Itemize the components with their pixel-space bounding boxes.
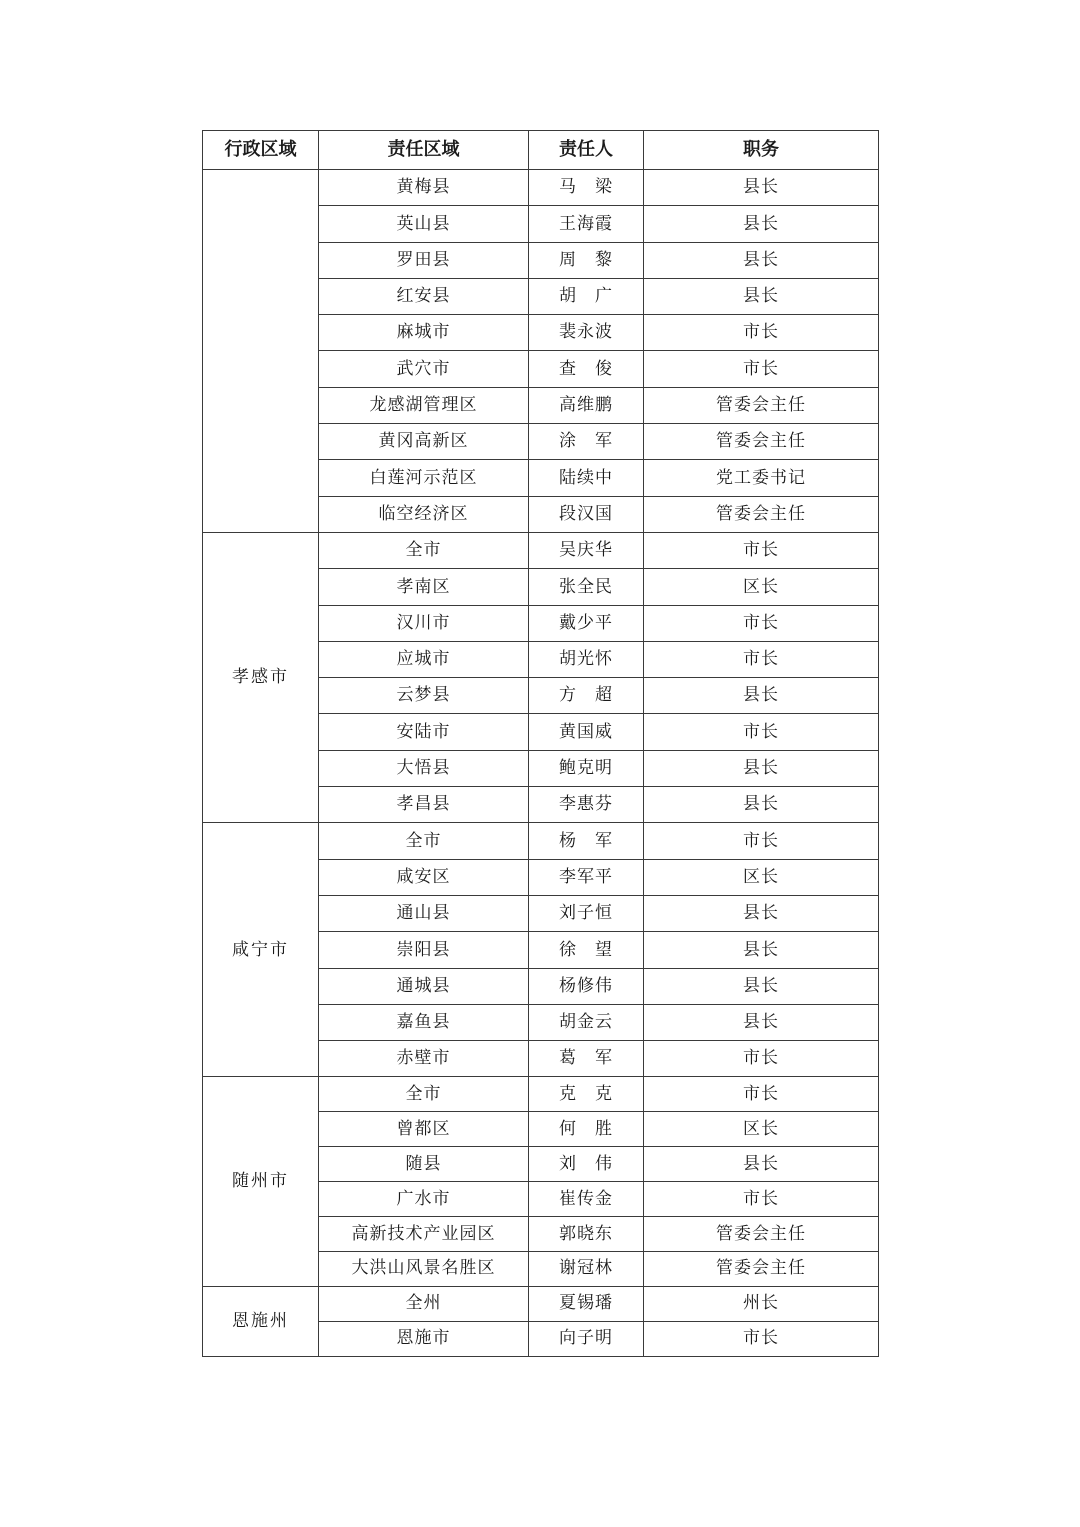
title-cell: 市长: [644, 532, 879, 568]
person-cell: 查 俊: [529, 351, 644, 387]
title-cell: 县长: [644, 932, 879, 968]
title-cell: 管委会主任: [644, 496, 879, 532]
area-cell: 全市: [319, 1077, 529, 1112]
person-cell: 方 超: [529, 678, 644, 714]
responsibility-table: [202, 130, 879, 1357]
title-cell: 市长: [644, 315, 879, 351]
person-cell: 郭晓东: [529, 1216, 644, 1251]
person-cell: 克 克: [529, 1077, 644, 1112]
region-cell: [203, 170, 319, 533]
area-cell: 英山县: [319, 206, 529, 242]
region-cell: 恩施州: [203, 1286, 319, 1356]
title-cell: 县长: [644, 750, 879, 786]
area-cell: 高新技术产业园区: [319, 1216, 529, 1251]
person-cell: 胡金云: [529, 1004, 644, 1040]
title-cell: 市长: [644, 1182, 879, 1217]
area-cell: 应城市: [319, 641, 529, 677]
table-row: [203, 1286, 879, 1321]
title-cell: 县长: [644, 1004, 879, 1040]
title-cell: 区长: [644, 1112, 879, 1147]
area-cell: 黄冈高新区: [319, 424, 529, 460]
person-cell: 裴永波: [529, 315, 644, 351]
area-cell: 黄梅县: [319, 170, 529, 206]
title-cell: 区长: [644, 569, 879, 605]
person-cell: 吴庆华: [529, 532, 644, 568]
title-cell: 管委会主任: [644, 424, 879, 460]
person-cell: 向子明: [529, 1321, 644, 1356]
table-body: [203, 170, 879, 1357]
area-cell: 红安县: [319, 278, 529, 314]
title-cell: 县长: [644, 242, 879, 278]
person-cell: 段汉国: [529, 496, 644, 532]
person-cell: 高维鹏: [529, 387, 644, 423]
person-cell: 陆续中: [529, 460, 644, 496]
title-cell: 市长: [644, 1041, 879, 1077]
area-cell: 广水市: [319, 1182, 529, 1217]
area-cell: 大悟县: [319, 750, 529, 786]
area-cell: 麻城市: [319, 315, 529, 351]
person-cell: 戴少平: [529, 605, 644, 641]
title-cell: 市长: [644, 641, 879, 677]
title-cell: 县长: [644, 895, 879, 931]
person-cell: 马 梁: [529, 170, 644, 206]
area-cell: 全州: [319, 1286, 529, 1321]
title-cell: 县长: [644, 968, 879, 1004]
title-cell: 县长: [644, 1147, 879, 1182]
person-cell: 李军平: [529, 859, 644, 895]
area-cell: 龙感湖管理区: [319, 387, 529, 423]
person-cell: 张全民: [529, 569, 644, 605]
title-cell: 管委会主任: [644, 1251, 879, 1286]
area-cell: 咸安区: [319, 859, 529, 895]
title-cell: 市长: [644, 1321, 879, 1356]
header-row: [203, 131, 879, 170]
area-cell: 通山县: [319, 895, 529, 931]
person-cell: 刘 伟: [529, 1147, 644, 1182]
person-cell: 夏锡璠: [529, 1286, 644, 1321]
person-cell: 黄国威: [529, 714, 644, 750]
region-cell: 孝感市: [203, 532, 319, 822]
area-cell: 大洪山风景名胜区: [319, 1251, 529, 1286]
title-cell: 县长: [644, 678, 879, 714]
area-cell: 汉川市: [319, 605, 529, 641]
person-cell: 杨 军: [529, 823, 644, 859]
area-cell: 通城县: [319, 968, 529, 1004]
person-cell: 徐 望: [529, 932, 644, 968]
table-row: [203, 823, 879, 859]
person-cell: 谢冠林: [529, 1251, 644, 1286]
table-row: [203, 1077, 879, 1112]
area-cell: 曾都区: [319, 1112, 529, 1147]
person-cell: 葛 军: [529, 1041, 644, 1077]
title-cell: 县长: [644, 278, 879, 314]
area-cell: 全市: [319, 532, 529, 568]
area-cell: 临空经济区: [319, 496, 529, 532]
area-cell: 随县: [319, 1147, 529, 1182]
area-cell: 安陆市: [319, 714, 529, 750]
area-cell: 全市: [319, 823, 529, 859]
header-region: 行政区域: [203, 131, 319, 170]
title-cell: 市长: [644, 714, 879, 750]
person-cell: 涂 军: [529, 424, 644, 460]
title-cell: 党工委书记: [644, 460, 879, 496]
region-cell: 咸宁市: [203, 823, 319, 1077]
person-cell: 崔传金: [529, 1182, 644, 1217]
title-cell: 管委会主任: [644, 1216, 879, 1251]
person-cell: 胡 广: [529, 278, 644, 314]
header-person: 责任人: [529, 131, 644, 170]
header-area: 责任区域: [319, 131, 529, 170]
title-cell: 县长: [644, 787, 879, 823]
person-cell: 李惠芬: [529, 787, 644, 823]
area-cell: 罗田县: [319, 242, 529, 278]
area-cell: 赤壁市: [319, 1041, 529, 1077]
area-cell: 白莲河示范区: [319, 460, 529, 496]
person-cell: 胡光怀: [529, 641, 644, 677]
area-cell: 孝昌县: [319, 787, 529, 823]
title-cell: 管委会主任: [644, 387, 879, 423]
person-cell: 王海霞: [529, 206, 644, 242]
area-cell: 恩施市: [319, 1321, 529, 1356]
table-row: [203, 532, 879, 568]
area-cell: 孝南区: [319, 569, 529, 605]
area-cell: 云梦县: [319, 678, 529, 714]
person-cell: 鲍克明: [529, 750, 644, 786]
area-cell: 崇阳县: [319, 932, 529, 968]
person-cell: 杨修伟: [529, 968, 644, 1004]
region-cell: 随州市: [203, 1077, 319, 1286]
title-cell: 市长: [644, 605, 879, 641]
title-cell: 州长: [644, 1286, 879, 1321]
person-cell: 刘子恒: [529, 895, 644, 931]
title-cell: 市长: [644, 351, 879, 387]
title-cell: 市长: [644, 823, 879, 859]
person-cell: 何 胜: [529, 1112, 644, 1147]
title-cell: 县长: [644, 206, 879, 242]
area-cell: 嘉鱼县: [319, 1004, 529, 1040]
area-cell: 武穴市: [319, 351, 529, 387]
title-cell: 市长: [644, 1077, 879, 1112]
person-cell: 周 黎: [529, 242, 644, 278]
header-title: 职务: [644, 131, 879, 170]
table-row: [203, 170, 879, 206]
title-cell: 县长: [644, 170, 879, 206]
title-cell: 区长: [644, 859, 879, 895]
